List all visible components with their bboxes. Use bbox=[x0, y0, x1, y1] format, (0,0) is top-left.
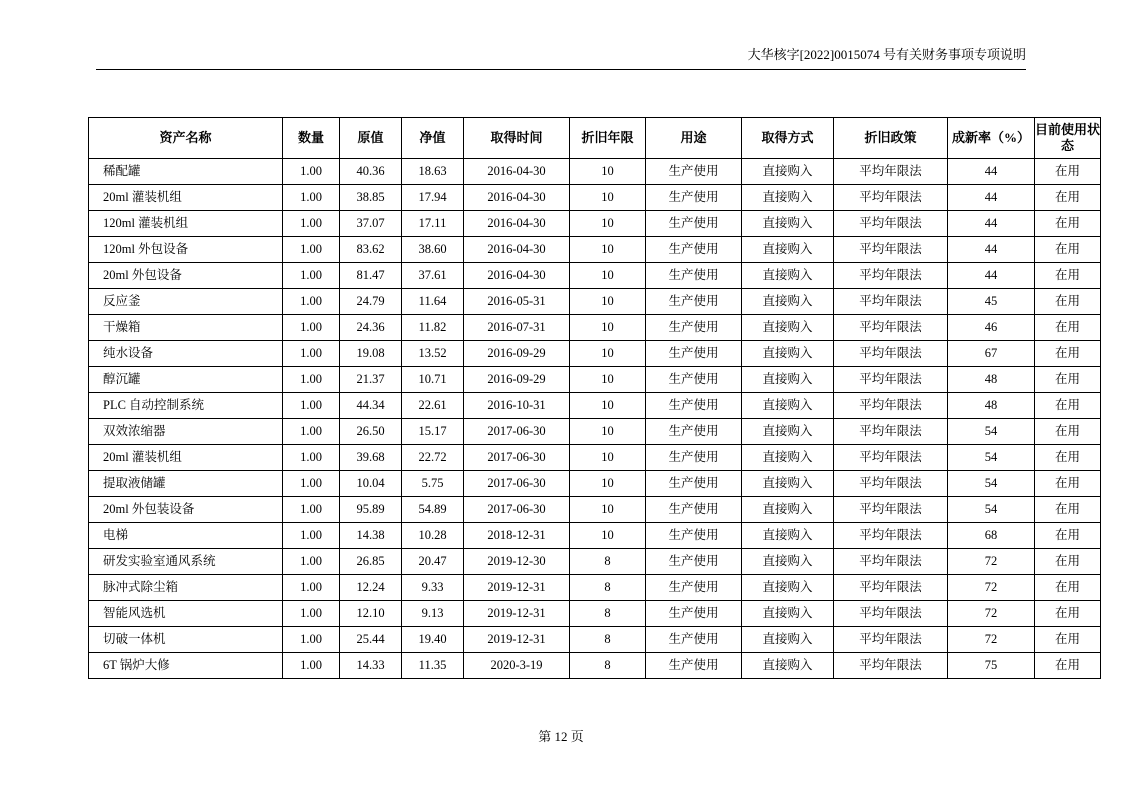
table-cell: 在用 bbox=[1035, 185, 1101, 211]
table-cell: 生产使用 bbox=[646, 367, 742, 393]
table-cell: 2016-04-30 bbox=[464, 211, 570, 237]
column-header-depreciation-policy: 折旧政策 bbox=[834, 118, 948, 159]
table-cell: 20ml 灌装机组 bbox=[89, 445, 283, 471]
table-cell: 在用 bbox=[1035, 367, 1101, 393]
table-cell: 15.17 bbox=[402, 419, 464, 445]
table-cell: 1.00 bbox=[283, 367, 340, 393]
table-cell: 26.85 bbox=[340, 549, 402, 575]
table-cell: 72 bbox=[948, 627, 1035, 653]
table-cell: 生产使用 bbox=[646, 289, 742, 315]
table-row bbox=[89, 419, 1101, 445]
table-cell: 17.11 bbox=[402, 211, 464, 237]
table-cell: 2019-12-30 bbox=[464, 549, 570, 575]
table-cell: 2016-04-30 bbox=[464, 237, 570, 263]
table-cell: 电梯 bbox=[89, 523, 283, 549]
table-row bbox=[89, 341, 1101, 367]
table-cell: 2016-04-30 bbox=[464, 159, 570, 185]
table-cell: 95.89 bbox=[340, 497, 402, 523]
table-cell: 2016-07-31 bbox=[464, 315, 570, 341]
table-cell: 平均年限法 bbox=[834, 549, 948, 575]
table-cell: 14.33 bbox=[340, 653, 402, 679]
table-cell: 20ml 外包设备 bbox=[89, 263, 283, 289]
table-cell: 平均年限法 bbox=[834, 497, 948, 523]
table-row bbox=[89, 627, 1101, 653]
table-row bbox=[89, 237, 1101, 263]
table-cell: 2016-10-31 bbox=[464, 393, 570, 419]
table-cell: 平均年限法 bbox=[834, 237, 948, 263]
table-cell: 双效浓缩器 bbox=[89, 419, 283, 445]
table-cell: 10 bbox=[570, 497, 646, 523]
table-cell: 2016-04-30 bbox=[464, 263, 570, 289]
table-cell: 平均年限法 bbox=[834, 315, 948, 341]
table-cell: 平均年限法 bbox=[834, 341, 948, 367]
table-cell: 48 bbox=[948, 367, 1035, 393]
table-cell: 直接购入 bbox=[742, 653, 834, 679]
table-cell: 54 bbox=[948, 419, 1035, 445]
table-cell: 直接购入 bbox=[742, 523, 834, 549]
table-cell: 平均年限法 bbox=[834, 159, 948, 185]
table-cell: 平均年限法 bbox=[834, 575, 948, 601]
table-row bbox=[89, 549, 1101, 575]
header-divider bbox=[96, 69, 1026, 70]
table-cell: 在用 bbox=[1035, 211, 1101, 237]
table-cell: 纯水设备 bbox=[89, 341, 283, 367]
table-cell: 14.38 bbox=[340, 523, 402, 549]
table-cell: 10 bbox=[570, 211, 646, 237]
table-cell: 24.36 bbox=[340, 315, 402, 341]
table-cell: 44 bbox=[948, 237, 1035, 263]
table-cell: 切破一体机 bbox=[89, 627, 283, 653]
header-title: 大华核字[2022]0015074 号有关财务事项专项说明 bbox=[747, 47, 1026, 62]
table-cell: 9.13 bbox=[402, 601, 464, 627]
table-cell: 在用 bbox=[1035, 341, 1101, 367]
table-row bbox=[89, 263, 1101, 289]
table-cell: 直接购入 bbox=[742, 445, 834, 471]
table-cell: 11.82 bbox=[402, 315, 464, 341]
table-cell: 83.62 bbox=[340, 237, 402, 263]
table-cell: 2019-12-31 bbox=[464, 575, 570, 601]
table-cell: 120ml 灌装机组 bbox=[89, 211, 283, 237]
table-cell: 1.00 bbox=[283, 627, 340, 653]
table-cell: 1.00 bbox=[283, 549, 340, 575]
table-cell: 1.00 bbox=[283, 601, 340, 627]
table-cell: 生产使用 bbox=[646, 237, 742, 263]
table-cell: 1.00 bbox=[283, 653, 340, 679]
column-header-depreciation-years: 折旧年限 bbox=[570, 118, 646, 159]
table-cell: 2019-12-31 bbox=[464, 627, 570, 653]
table-cell: 平均年限法 bbox=[834, 185, 948, 211]
table-cell: 在用 bbox=[1035, 445, 1101, 471]
table-row bbox=[89, 575, 1101, 601]
table-cell: 直接购入 bbox=[742, 419, 834, 445]
table-cell: 8 bbox=[570, 627, 646, 653]
table-cell: 直接购入 bbox=[742, 549, 834, 575]
table-cell: 生产使用 bbox=[646, 601, 742, 627]
table-cell: 20ml 外包装设备 bbox=[89, 497, 283, 523]
table-cell: 72 bbox=[948, 601, 1035, 627]
column-header-net-value: 净值 bbox=[402, 118, 464, 159]
table-cell: 10 bbox=[570, 315, 646, 341]
table-cell: 平均年限法 bbox=[834, 445, 948, 471]
table-cell: 22.61 bbox=[402, 393, 464, 419]
table-cell: 38.60 bbox=[402, 237, 464, 263]
table-cell: 直接购入 bbox=[742, 471, 834, 497]
table-cell: 6T 锅炉大修 bbox=[89, 653, 283, 679]
table-cell: 20ml 灌装机组 bbox=[89, 185, 283, 211]
table-cell: 38.85 bbox=[340, 185, 402, 211]
table-cell: 10 bbox=[570, 419, 646, 445]
table-cell: 24.79 bbox=[340, 289, 402, 315]
table-cell: 10 bbox=[570, 393, 646, 419]
table-cell: 生产使用 bbox=[646, 263, 742, 289]
table-cell: 11.64 bbox=[402, 289, 464, 315]
table-cell: 21.37 bbox=[340, 367, 402, 393]
table-cell: 10.71 bbox=[402, 367, 464, 393]
table-row bbox=[89, 601, 1101, 627]
table-cell: 在用 bbox=[1035, 575, 1101, 601]
table-cell: 10 bbox=[570, 185, 646, 211]
table-cell: 在用 bbox=[1035, 393, 1101, 419]
table-cell: 2017-06-30 bbox=[464, 419, 570, 445]
table-cell: 在用 bbox=[1035, 471, 1101, 497]
table-cell: 10 bbox=[570, 263, 646, 289]
table-cell: 研发实验室通风系统 bbox=[89, 549, 283, 575]
table-cell: 10 bbox=[570, 159, 646, 185]
table-cell: 直接购入 bbox=[742, 211, 834, 237]
table-cell: 在用 bbox=[1035, 289, 1101, 315]
table-cell: 生产使用 bbox=[646, 393, 742, 419]
table-cell: 在用 bbox=[1035, 601, 1101, 627]
table-cell: 48 bbox=[948, 393, 1035, 419]
table-cell: 生产使用 bbox=[646, 549, 742, 575]
table-cell: 72 bbox=[948, 549, 1035, 575]
table-cell: 22.72 bbox=[402, 445, 464, 471]
table-cell: 稀配罐 bbox=[89, 159, 283, 185]
table-cell: 智能风选机 bbox=[89, 601, 283, 627]
table-cell: 44 bbox=[948, 159, 1035, 185]
table-cell: 生产使用 bbox=[646, 653, 742, 679]
table-cell: 生产使用 bbox=[646, 523, 742, 549]
column-header-quantity: 数量 bbox=[283, 118, 340, 159]
table-cell: 10 bbox=[570, 523, 646, 549]
table-cell: 12.24 bbox=[340, 575, 402, 601]
table-cell: 生产使用 bbox=[646, 575, 742, 601]
table-cell: 2016-04-30 bbox=[464, 185, 570, 211]
column-header-asset-name: 资产名称 bbox=[89, 118, 283, 159]
table-cell: 1.00 bbox=[283, 419, 340, 445]
table-cell: 脉冲式除尘箱 bbox=[89, 575, 283, 601]
table-cell: 生产使用 bbox=[646, 445, 742, 471]
table-row bbox=[89, 653, 1101, 679]
table-cell: 生产使用 bbox=[646, 159, 742, 185]
table-cell: 平均年限法 bbox=[834, 653, 948, 679]
table-body bbox=[89, 159, 1101, 679]
column-header-current-status: 目前使用状态 bbox=[1035, 118, 1101, 159]
table-row bbox=[89, 471, 1101, 497]
table-cell: 在用 bbox=[1035, 315, 1101, 341]
table-cell: 25.44 bbox=[340, 627, 402, 653]
table-cell: 直接购入 bbox=[742, 237, 834, 263]
table-cell: 10 bbox=[570, 289, 646, 315]
column-header-acquire-method: 取得方式 bbox=[742, 118, 834, 159]
table-row bbox=[89, 185, 1101, 211]
table-cell: 1.00 bbox=[283, 341, 340, 367]
table-cell: 2019-12-31 bbox=[464, 601, 570, 627]
table-cell: 直接购入 bbox=[742, 289, 834, 315]
column-header-newness-rate: 成新率（%） bbox=[948, 118, 1035, 159]
table-cell: 10 bbox=[570, 237, 646, 263]
table-cell: 1.00 bbox=[283, 237, 340, 263]
table-cell: 醇沉罐 bbox=[89, 367, 283, 393]
table-cell: 平均年限法 bbox=[834, 211, 948, 237]
table-cell: 20.47 bbox=[402, 549, 464, 575]
table-cell: 2016-09-29 bbox=[464, 367, 570, 393]
column-header-acquire-date: 取得时间 bbox=[464, 118, 570, 159]
table-cell: 直接购入 bbox=[742, 601, 834, 627]
table-cell: 在用 bbox=[1035, 627, 1101, 653]
table-cell: 直接购入 bbox=[742, 393, 834, 419]
table-cell: 平均年限法 bbox=[834, 627, 948, 653]
table-cell: 12.10 bbox=[340, 601, 402, 627]
table-cell: 平均年限法 bbox=[834, 289, 948, 315]
table-cell: 直接购入 bbox=[742, 159, 834, 185]
table-cell: 生产使用 bbox=[646, 627, 742, 653]
table-cell: 直接购入 bbox=[742, 627, 834, 653]
table-cell: 8 bbox=[570, 575, 646, 601]
table-cell: 26.50 bbox=[340, 419, 402, 445]
table-cell: 9.33 bbox=[402, 575, 464, 601]
table-cell: 2018-12-31 bbox=[464, 523, 570, 549]
table-cell: 10.04 bbox=[340, 471, 402, 497]
table-cell: 37.07 bbox=[340, 211, 402, 237]
table-cell: 直接购入 bbox=[742, 341, 834, 367]
table-cell: 在用 bbox=[1035, 549, 1101, 575]
table-cell: 19.40 bbox=[402, 627, 464, 653]
table-cell: 10 bbox=[570, 445, 646, 471]
table-cell: 提取液储罐 bbox=[89, 471, 283, 497]
asset-table bbox=[88, 117, 1101, 679]
table-cell: 1.00 bbox=[283, 497, 340, 523]
table-row bbox=[89, 497, 1101, 523]
table-cell: 5.75 bbox=[402, 471, 464, 497]
table-cell: 直接购入 bbox=[742, 497, 834, 523]
table-cell: 在用 bbox=[1035, 263, 1101, 289]
table-cell: 13.52 bbox=[402, 341, 464, 367]
table-cell: 平均年限法 bbox=[834, 263, 948, 289]
table-row bbox=[89, 315, 1101, 341]
table-cell: 1.00 bbox=[283, 393, 340, 419]
table-cell: 平均年限法 bbox=[834, 367, 948, 393]
table-cell: 在用 bbox=[1035, 653, 1101, 679]
table-row bbox=[89, 445, 1101, 471]
table-cell: 2017-06-30 bbox=[464, 471, 570, 497]
table-cell: 2017-06-30 bbox=[464, 497, 570, 523]
table-cell: 11.35 bbox=[402, 653, 464, 679]
table-cell: 生产使用 bbox=[646, 471, 742, 497]
table-cell: 在用 bbox=[1035, 523, 1101, 549]
table-cell: 直接购入 bbox=[742, 263, 834, 289]
table-cell: 2016-05-31 bbox=[464, 289, 570, 315]
page-number: 第 12 页 bbox=[538, 729, 584, 744]
table-cell: 生产使用 bbox=[646, 211, 742, 237]
table-cell: 平均年限法 bbox=[834, 471, 948, 497]
table-row bbox=[89, 159, 1101, 185]
table-cell: 在用 bbox=[1035, 419, 1101, 445]
table-row bbox=[89, 289, 1101, 315]
table-cell: 44 bbox=[948, 185, 1035, 211]
table-cell: 54 bbox=[948, 471, 1035, 497]
table-cell: 10 bbox=[570, 367, 646, 393]
table-cell: 反应釜 bbox=[89, 289, 283, 315]
table-cell: 平均年限法 bbox=[834, 523, 948, 549]
table-cell: 1.00 bbox=[283, 263, 340, 289]
table-cell: 46 bbox=[948, 315, 1035, 341]
table-cell: 生产使用 bbox=[646, 419, 742, 445]
table-cell: 平均年限法 bbox=[834, 393, 948, 419]
table-cell: 44.34 bbox=[340, 393, 402, 419]
table-cell: 10 bbox=[570, 341, 646, 367]
table-cell: 67 bbox=[948, 341, 1035, 367]
page-footer bbox=[0, 726, 1122, 745]
column-header-usage: 用途 bbox=[646, 118, 742, 159]
asset-table-container bbox=[88, 117, 1101, 679]
table-cell: 40.36 bbox=[340, 159, 402, 185]
table-cell: 19.08 bbox=[340, 341, 402, 367]
table-cell: 2017-06-30 bbox=[464, 445, 570, 471]
table-cell: 72 bbox=[948, 575, 1035, 601]
table-cell: 1.00 bbox=[283, 185, 340, 211]
table-row bbox=[89, 393, 1101, 419]
table-cell: 54 bbox=[948, 497, 1035, 523]
table-cell: 2020-3-19 bbox=[464, 653, 570, 679]
table-cell: 1.00 bbox=[283, 523, 340, 549]
table-cell: 10.28 bbox=[402, 523, 464, 549]
table-cell: 39.68 bbox=[340, 445, 402, 471]
table-row bbox=[89, 211, 1101, 237]
table-cell: 45 bbox=[948, 289, 1035, 315]
table-cell: 10 bbox=[570, 471, 646, 497]
table-cell: 54.89 bbox=[402, 497, 464, 523]
table-cell: 1.00 bbox=[283, 211, 340, 237]
table-header-row bbox=[89, 118, 1101, 159]
table-cell: 17.94 bbox=[402, 185, 464, 211]
table-cell: 平均年限法 bbox=[834, 601, 948, 627]
table-cell: 平均年限法 bbox=[834, 419, 948, 445]
table-cell: 37.61 bbox=[402, 263, 464, 289]
table-cell: 直接购入 bbox=[742, 575, 834, 601]
table-cell: 1.00 bbox=[283, 289, 340, 315]
table-cell: 8 bbox=[570, 601, 646, 627]
table-cell: 1.00 bbox=[283, 315, 340, 341]
page-header bbox=[96, 44, 1026, 69]
table-row bbox=[89, 367, 1101, 393]
table-row bbox=[89, 523, 1101, 549]
table-cell: 1.00 bbox=[283, 445, 340, 471]
table-cell: 生产使用 bbox=[646, 185, 742, 211]
table-cell: 54 bbox=[948, 445, 1035, 471]
table-cell: 75 bbox=[948, 653, 1035, 679]
table-cell: 44 bbox=[948, 211, 1035, 237]
table-cell: 81.47 bbox=[340, 263, 402, 289]
table-cell: 1.00 bbox=[283, 471, 340, 497]
table-cell: 120ml 外包设备 bbox=[89, 237, 283, 263]
table-cell: 在用 bbox=[1035, 237, 1101, 263]
table-cell: 干燥箱 bbox=[89, 315, 283, 341]
table-cell: 44 bbox=[948, 263, 1035, 289]
table-cell: 8 bbox=[570, 549, 646, 575]
table-cell: 生产使用 bbox=[646, 341, 742, 367]
table-cell: 68 bbox=[948, 523, 1035, 549]
column-header-original-value: 原值 bbox=[340, 118, 402, 159]
table-cell: 8 bbox=[570, 653, 646, 679]
table-cell: PLC 自动控制系统 bbox=[89, 393, 283, 419]
table-cell: 1.00 bbox=[283, 575, 340, 601]
table-cell: 在用 bbox=[1035, 159, 1101, 185]
table-cell: 18.63 bbox=[402, 159, 464, 185]
table-cell: 在用 bbox=[1035, 497, 1101, 523]
table-cell: 直接购入 bbox=[742, 367, 834, 393]
table-cell: 1.00 bbox=[283, 159, 340, 185]
table-cell: 2016-09-29 bbox=[464, 341, 570, 367]
table-cell: 生产使用 bbox=[646, 315, 742, 341]
table-cell: 直接购入 bbox=[742, 185, 834, 211]
table-cell: 直接购入 bbox=[742, 315, 834, 341]
table-cell: 生产使用 bbox=[646, 497, 742, 523]
